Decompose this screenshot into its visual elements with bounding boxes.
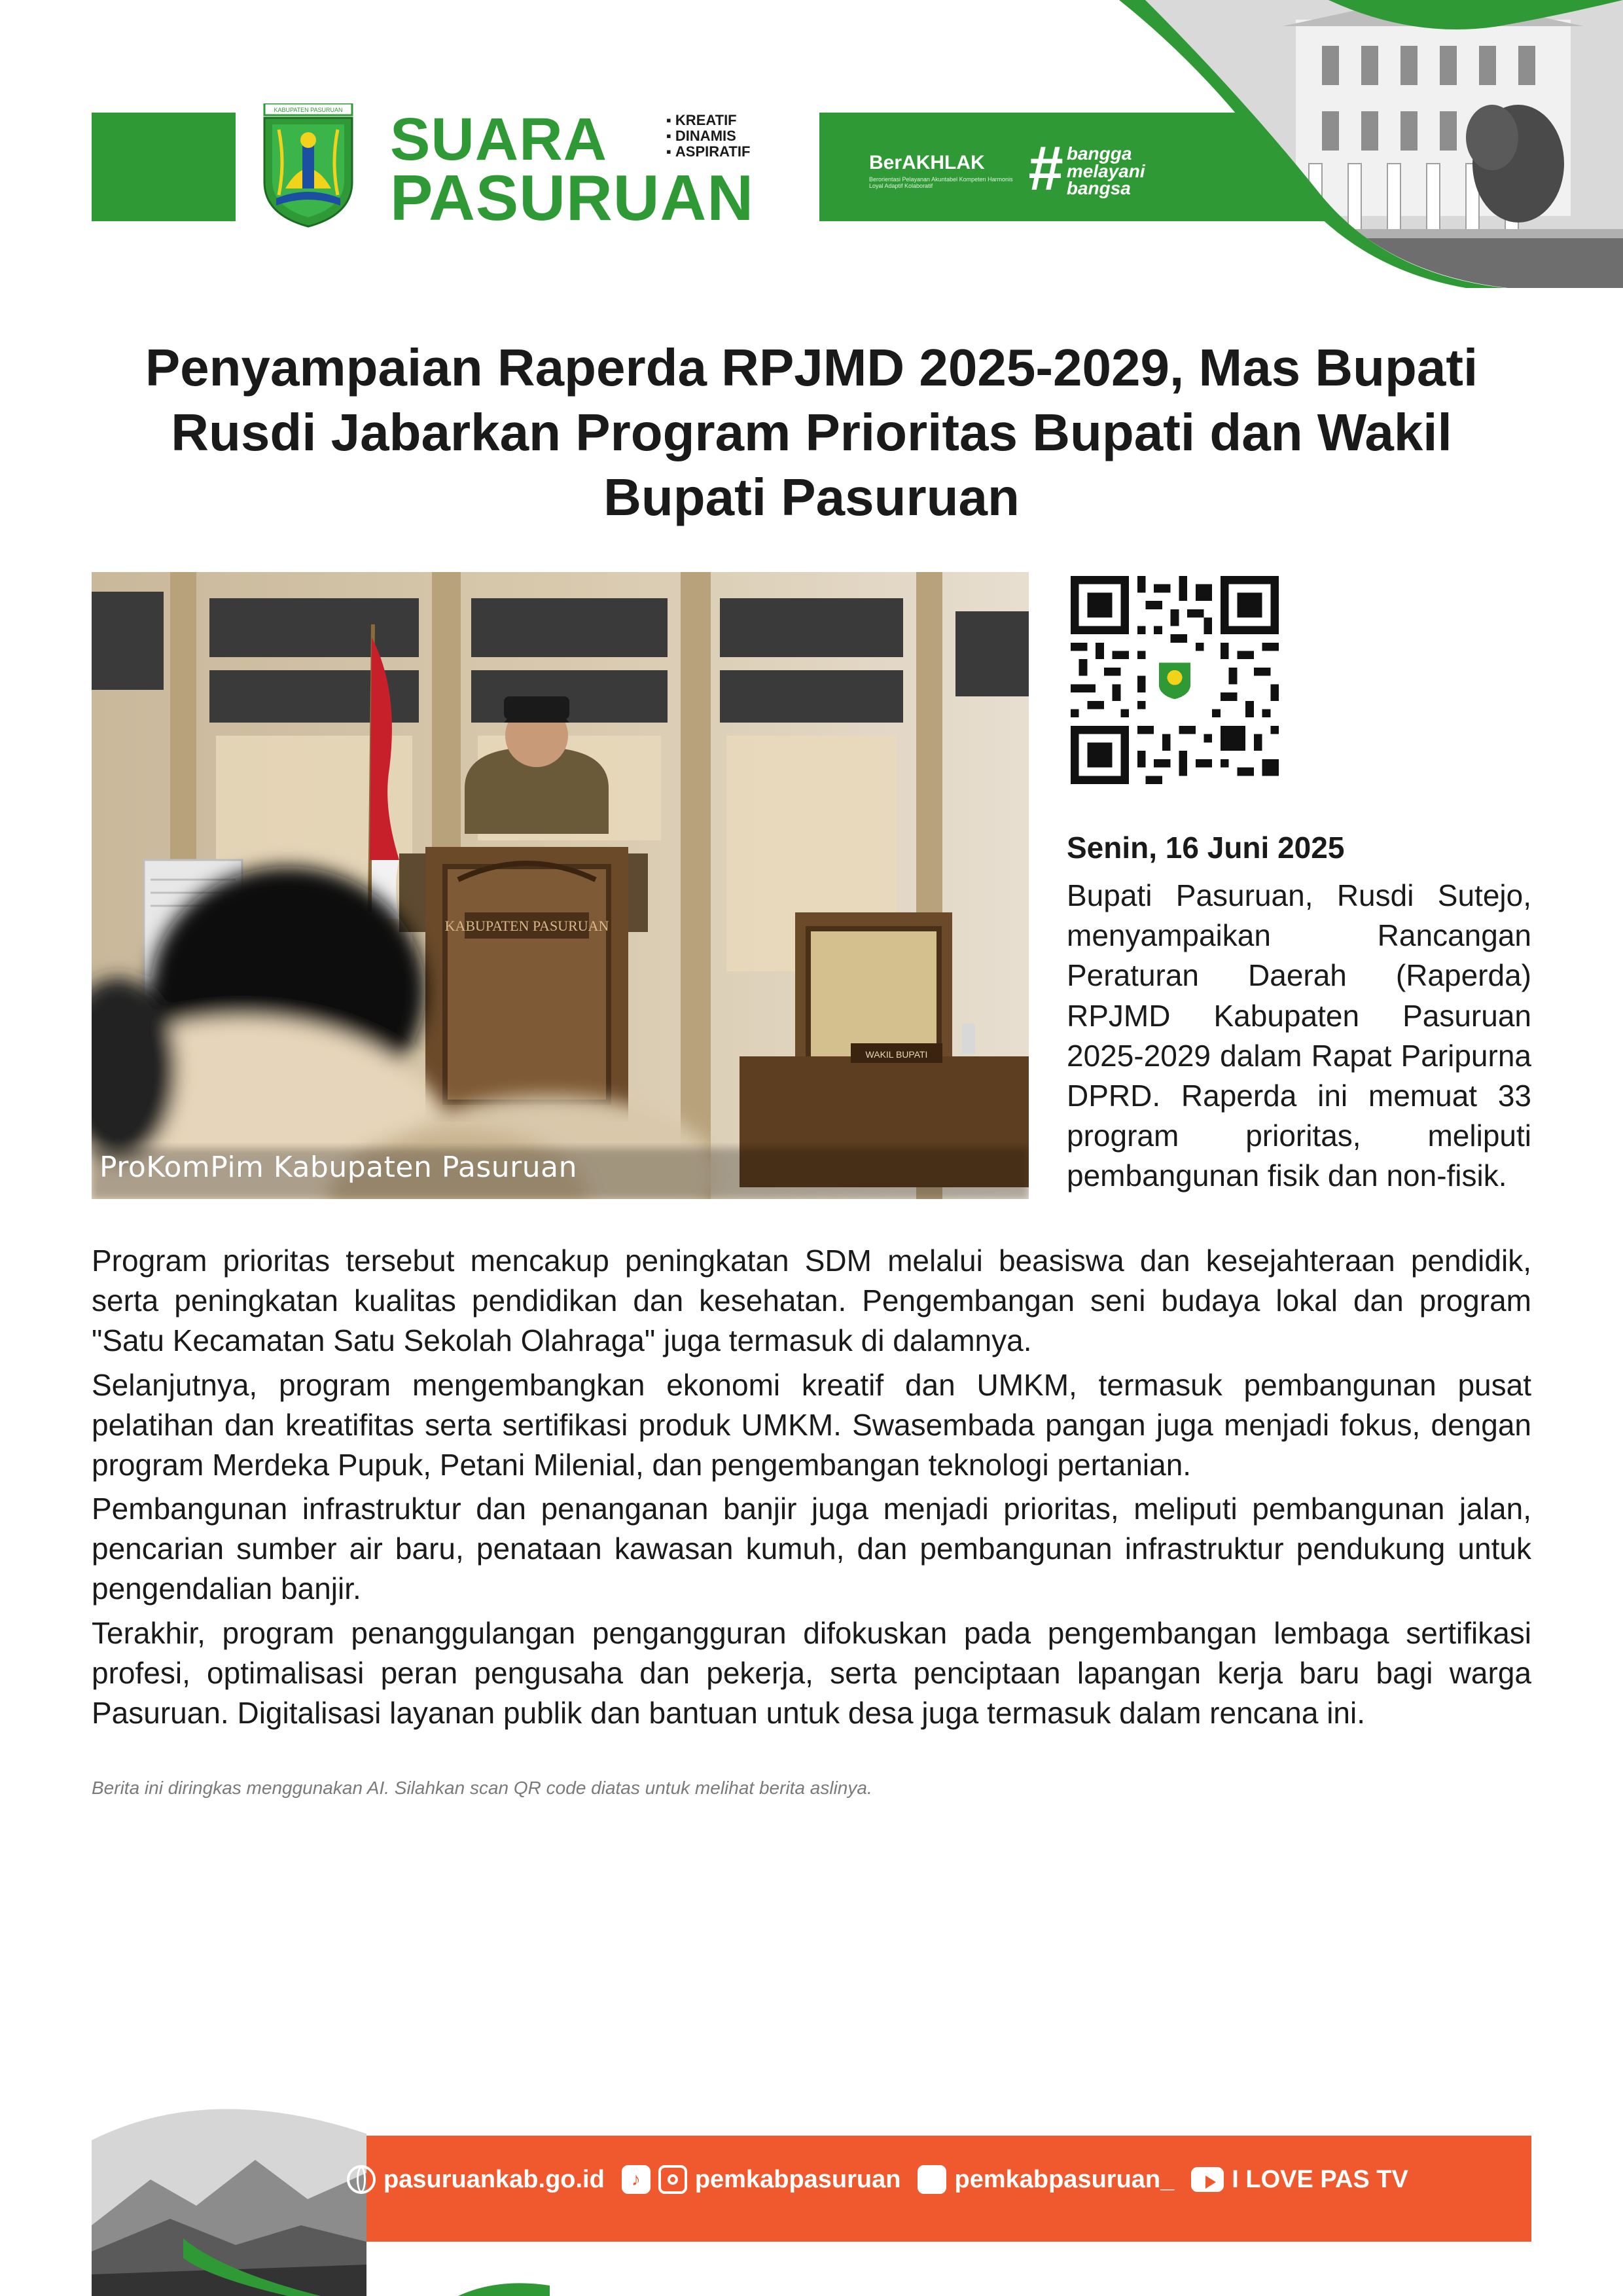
- hashtag-icon: #: [1027, 134, 1063, 204]
- hashtag-word: melayani: [1066, 160, 1145, 181]
- header-green-bar-left: [92, 113, 236, 221]
- article-date: Senin, 16 Juni 2025: [1067, 831, 1345, 865]
- hashtag-word: bangsa: [1066, 178, 1131, 199]
- berakhlak-logo: BerAKHLAK: [869, 152, 985, 173]
- globe-icon: [347, 2165, 376, 2194]
- article-title: Penyampaian Raperda RPJMD 2025-2029, Mas Bupati Rusdi Jabarkan Program Prioritas Bupati dan Wakil Bupati Pasuruan: [145, 338, 1478, 527]
- footer-youtube-channel[interactable]: I LOVE PAS TV: [1232, 2165, 1408, 2193]
- tagline-item: ▪ DINAMIS: [666, 128, 750, 144]
- footer-contact-row: [347, 2165, 1408, 2194]
- tagline-item: ▪ KREATIF: [666, 113, 750, 128]
- ai-summary-note: Berita ini diringkas menggunakan AI. Silahkan scan QR code diatas untuk melihat berita aslinya.: [92, 1778, 872, 1798]
- instagram-icon: [658, 2165, 687, 2194]
- article-lead: Bupati Pasuruan, Rusdi Sutejo, menyampaikan Rancangan Peraturan Daerah (Raperda) RPJMD Kabupaten Pasuruan 2025-2029 dalam Rapat Paripurna DPRD. Raperda ini memuat 33 program prioritas, meliputi pembangunan fisik dan non-fisik.: [1067, 878, 1531, 1193]
- article-paragraph: Terakhir, program penanggulangan pengangguran difokuskan pada pengembangan lembaga sertifikasi profesi, optimalisasi peran pengusaha dan pekerja, serta penciptaan lapangan kerja baru bagi warga Pasuruan. Digitalisasi layanan publik dan bantuan untuk desa juga termasuk dalam rencana ini.: [92, 1615, 1531, 1730]
- brand-line-1: SUARA: [390, 106, 608, 173]
- footer-social-handle[interactable]: pemkabpasuruan: [694, 2165, 901, 2193]
- podium-label: KABUPATEN PASURUAN: [444, 918, 609, 934]
- footer-website-link[interactable]: pasuruankab.go.id: [383, 2165, 605, 2193]
- qr-code[interactable]: [1071, 576, 1279, 784]
- tiktok-icon: ♪: [622, 2165, 651, 2194]
- bangga-melayani-bangsa-logo: [1027, 134, 1145, 204]
- article-paragraph: Selanjutnya, program mengembangkan ekonomi kreatif dan UMKM, termasuk pembangunan pusat pelatihan dan kreatifitas serta sertifikasi produk UMKM. Swasembada pangan juga menjadi fokus, dengan program Merdeka Pupuk, Petani Milenial, dan pengembangan teknologi pertanian.: [92, 1367, 1531, 1482]
- tagline-item: ▪ ASPIRATIF: [666, 144, 750, 160]
- brand-line-2: PASURUAN: [390, 162, 755, 234]
- footer-twitter-handle[interactable]: pemkabpasuruan_: [954, 2165, 1175, 2193]
- youtube-icon: [1191, 2167, 1224, 2192]
- article-paragraph: Pembangunan infrastruktur dan penanganan banjir juga menjadi prioritas, meliputi pembangunan jalan, pencarian sumber air baru, penataan kawasan kumuh, dan pembangunan infrastruktur pendukung untuk pengendalian banjir.: [92, 1492, 1531, 1606]
- article-photo: [92, 572, 1029, 1199]
- photo-caption: ProKomPim Kabupaten Pasuruan: [99, 1151, 577, 1184]
- seat-label: WAKIL BUPATI: [865, 1049, 928, 1060]
- article-body: [92, 1241, 1531, 1737]
- article-paragraph: Program prioritas tersebut mencakup peningkatan SDM melalui beasiswa dan kesejahteraan pendidik, serta peningkatan kualitas pendidikan dan kesehatan. Pengembangan seni budaya lokal dan program "Satu Kecamatan Satu Sekolah Olahraga" juga termasuk di dalamnya.: [92, 1244, 1531, 1358]
- berakhlak-subtitle: Berorientasi Pelayanan Akuntabel Kompeten Harmonis Loyal Adaptif Kolaboratif: [869, 176, 1013, 189]
- kabupaten-pasuruan-crest-logo: [259, 103, 357, 228]
- hashtag-word: bangga: [1066, 143, 1132, 164]
- twitter-icon: [918, 2165, 946, 2194]
- svg-text:KABUPATEN PASURUAN: KABUPATEN PASURUAN: [274, 107, 343, 113]
- brand-tagline: [666, 113, 750, 159]
